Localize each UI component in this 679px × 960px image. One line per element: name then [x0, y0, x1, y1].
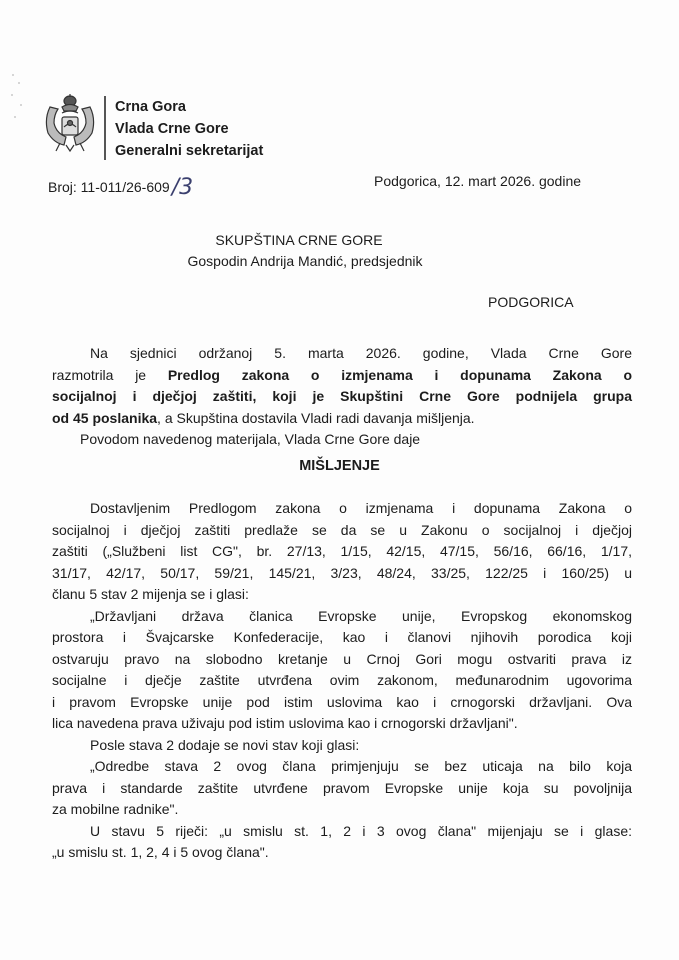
body-line: socijalne i dječje zaštite utvrđena ovim zakonom, međunarodnim ugovorima [52, 672, 632, 688]
reference-label: Broj: 11-011/26-609 [48, 179, 170, 195]
body-line: Posle stava 2 dodaje se novi stav koji glasi: [90, 736, 360, 753]
body-line: Dostavljenim Predlogom zakona o izmjenama i dopunama Zakona o [90, 500, 632, 516]
intro-line: Na sjednici održanoj 5. marta 2026. godine, Vlada Crne Gore [90, 345, 632, 361]
body-line: za mobilne radnike". [52, 801, 179, 817]
handwritten-suffix: /3 [171, 175, 194, 200]
scan-specks [8, 70, 28, 130]
intro-line [52, 408, 632, 430]
recipient-city: PODGORICA [488, 294, 574, 310]
issuer-block [115, 96, 263, 162]
body-line: lica navedena prava uživaju pod istim uslovima kao i crnogorski državljani". [52, 715, 518, 731]
bill-title-bold: Predlog zakona o izmjenama i dopunama Zakona o [167, 366, 632, 383]
reference-number [48, 173, 193, 198]
intro-text: , a Skupština dostavila Vladi radi davanja mišljenja. [157, 409, 475, 426]
body-line: prostora i Švajcarske Konfederacije, kao i članovi njihovih porodica koji [52, 629, 632, 645]
body-line: članu 5 stav 2 mijenja se i glasi: [52, 586, 249, 602]
intro-text: razmotrila je [52, 366, 168, 383]
issuer-country: Crna Gora [115, 99, 186, 115]
body-line: U stavu 5 riječi: „u smislu st. 1, 2 i 3 ovog člana" mijenjaju se i glase: [90, 822, 632, 839]
body-line: socijalnoj i dječjoj zaštiti predlaže se da se u Zakonu o socijalnoj i dječjoj [52, 521, 632, 538]
body-line: „Odredbe stava 2 ovog člana primjenjuju se bez uticaja na bilo koja [90, 758, 632, 774]
opinion-body [52, 498, 632, 864]
body-line: „Državljani država članica Evropske unije, Evropskog ekonomskog [90, 607, 632, 624]
intro-line: Povodom navedenog materijala, Vlada Crne Gore daje [80, 431, 421, 447]
intro-closing [52, 429, 632, 451]
recipient-person: Gospodin Andrija Mandić, predsjednik [187, 253, 423, 269]
bill-title-bold: socijalnoj i dječjoj zaštiti, koji je Skupštini Crne Gore podnijela grupa [52, 388, 632, 404]
issuer-government: Vlada Crne Gore [115, 121, 229, 137]
body-line: zaštiti („Službeni list CG", br. 27/13, 1/15, 42/15, 47/15, 56/16, 66/16, 1/17, [52, 543, 632, 559]
body-line: prava i standarde zaštite utvrđene pravom Evropske unije koja su povoljnija [52, 779, 632, 796]
body-line: i pravom Evropske unije pod istim uslovima kao i crnogorski državljani. Ova [52, 693, 632, 710]
document-date: Podgorica, 12. mart 2026. godine [374, 173, 582, 189]
body-line: „u smislu st. 1, 2, 4 i 5 ovog člana". [52, 844, 269, 860]
opinion-title: MIŠLJENJE [299, 458, 380, 474]
body-line: ostvaruju pravo na slobodno kretanje u Crnoj Gori mogu ostvariti prava iz [52, 650, 632, 667]
header-divider [104, 96, 106, 160]
issuer-department: Generalni sekretarijat [115, 143, 264, 159]
intro-line [52, 365, 632, 387]
montenegro-coat-of-arms-icon [40, 93, 100, 155]
intro-paragraph [52, 343, 632, 429]
mp-group-bold: od 45 poslanika [52, 409, 158, 426]
recipient-institution: SKUPŠTINA CRNE GORE [215, 232, 383, 248]
body-line: 31/17, 42/17, 50/17, 59/21, 145/21, 3/23, 48/24, 33/25, 122/25 i 160/25) u [52, 564, 632, 581]
